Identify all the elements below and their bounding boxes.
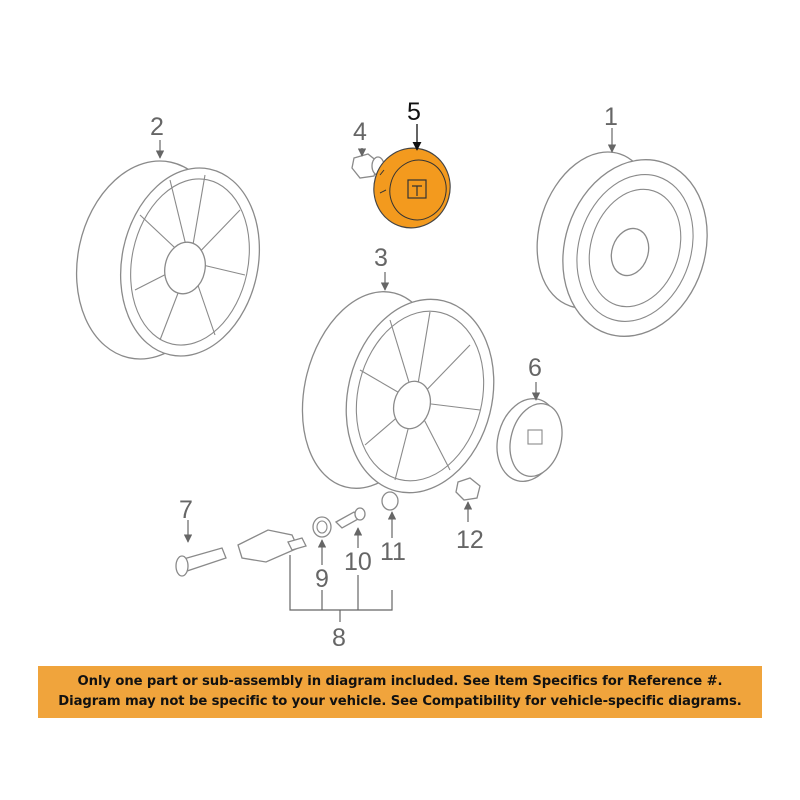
callout-7: 7	[179, 496, 193, 524]
cap-part-11	[382, 492, 398, 510]
callout-2: 2	[150, 113, 164, 141]
callout-12: 12	[456, 526, 484, 554]
alloy-wheel-part-3	[283, 277, 514, 508]
lug-nut-part-12	[456, 478, 480, 500]
callout-10: 10	[344, 548, 372, 576]
callout-5: 5	[407, 98, 421, 126]
center-cap-part-6	[488, 392, 570, 489]
callout-3: 3	[374, 244, 388, 272]
alloy-wheel-part-2	[59, 147, 276, 373]
callout-9: 9	[315, 565, 329, 593]
disclaimer-line-1: Only one part or sub-assembly in diagram included. See Item Specifics for Reference #.	[77, 674, 723, 689]
disclaimer-line-2: Diagram may not be specific to your vehicle. See Compatibility for vehicle-specific diagrams.	[58, 694, 742, 709]
callout-11: 11	[380, 538, 406, 566]
tpms-sensor-part-8	[238, 530, 306, 562]
callout-4: 4	[353, 118, 367, 146]
valve-core-part-10	[336, 508, 365, 528]
center-cap-part-5	[365, 140, 459, 237]
steel-wheel-part-1	[518, 137, 729, 355]
disclaimer-banner	[38, 666, 762, 718]
callout-8: 8	[332, 624, 346, 652]
valve-stem-part-7	[176, 548, 226, 576]
callout-1: 1	[604, 103, 618, 131]
callout-6: 6	[528, 354, 542, 382]
nut-part-9	[313, 517, 331, 537]
